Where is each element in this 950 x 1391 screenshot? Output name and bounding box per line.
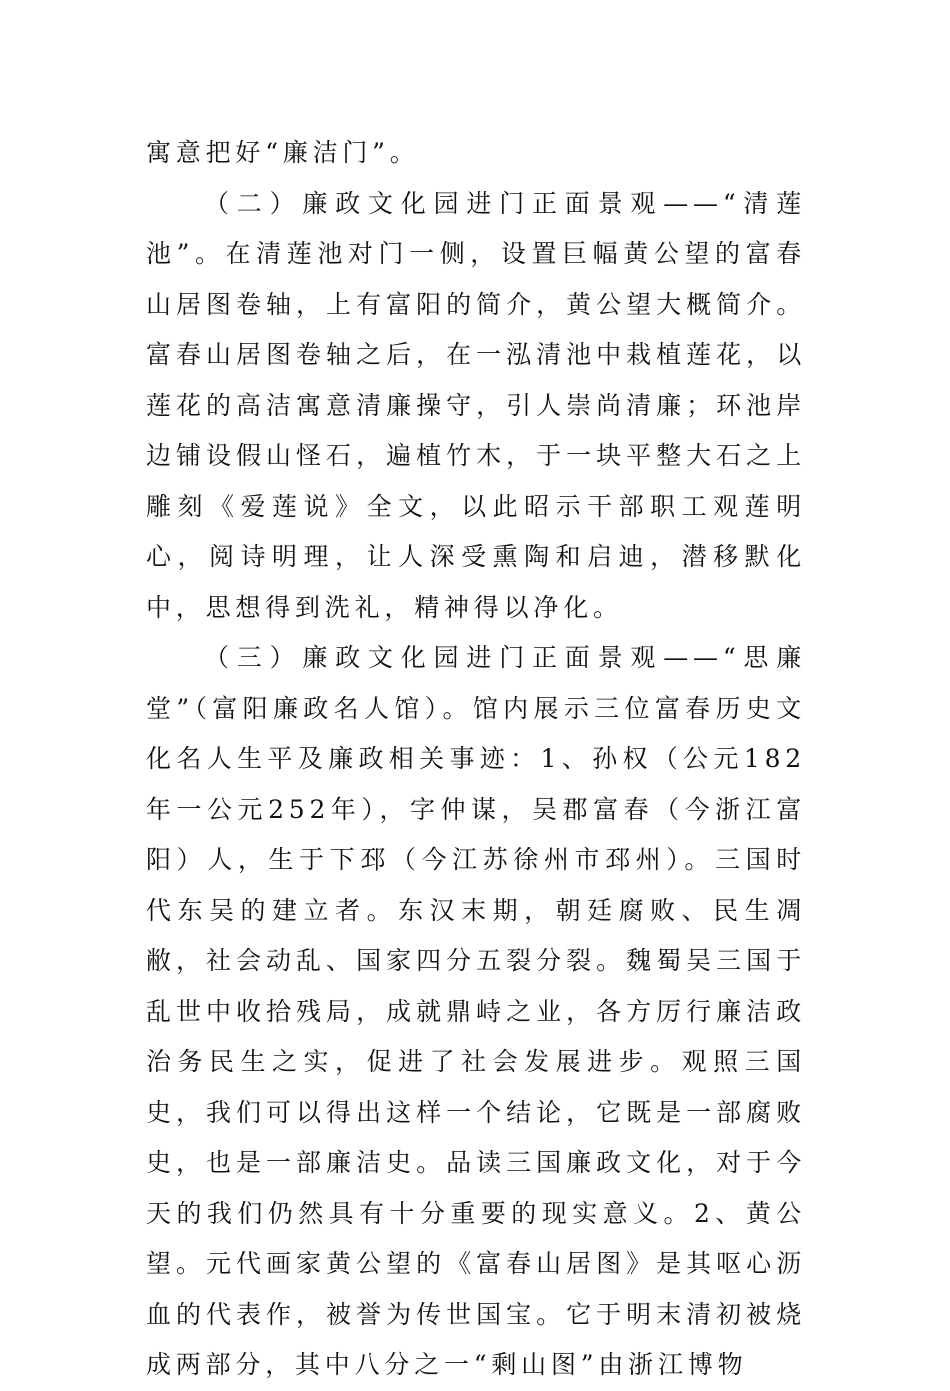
paragraph-qinglian-pond: （二）廉政文化园进门正面景观——“清莲池”。在清莲池对门一侧，设置巨幅黄公望的富春山居图卷轴，上有富阳的简介，黄公望大概简介。富春山居图卷轴之后，在一泓清池中栽植莲花，以莲花的高洁寓意清廉操守，引人崇尚清廉；环池岸边铺设假山怪石，遍植竹木，于一块平整大石之上雕刻《爱莲说》全文，以此昭示干部职工观莲明心，阅诗明理，让人深受熏陶和启迪，潜移默化中，思想得到洗礼，精神得以净化。 xyxy=(146,188,806,622)
document-body xyxy=(146,128,806,1391)
paragraph-silian-hall: （三）廉政文化园进门正面景观——“思廉堂”（富阳廉政名人馆）。馆内展示三位富春历史文化名人生平及廉政相关事迹：1、孙权（公元182年一公元252年），字仲谋，吴郡富春（今浙江富阳）人，生于下邳（今江苏徐州市邳州）。三国时代东吴的建立者。东汉末期，朝廷腐败、民生凋敝，社会动乱、国家四分五裂分裂。魏蜀吴三国于乱世中收拾残局，成就鼎峙之业，各方厉行廉洁政治务民生之实，促进了社会发展进步。观照三国史，我们可以得出这样一个结论，它既是一部腐败史，也是一部廉洁史。品读三国廉政文化，对于今天的我们仍然具有十分重要的现实意义。2、黄公望。元代画家黄公望的《富春山居图》是其呕心沥血的代表作，被誉为传世国宝。它于明末清初被烧成两部分，其中八分之一“剩山图”由浙江博物 xyxy=(146,643,806,1379)
paragraph-continuation: 寓意把好“廉洁门”。 xyxy=(146,138,420,167)
